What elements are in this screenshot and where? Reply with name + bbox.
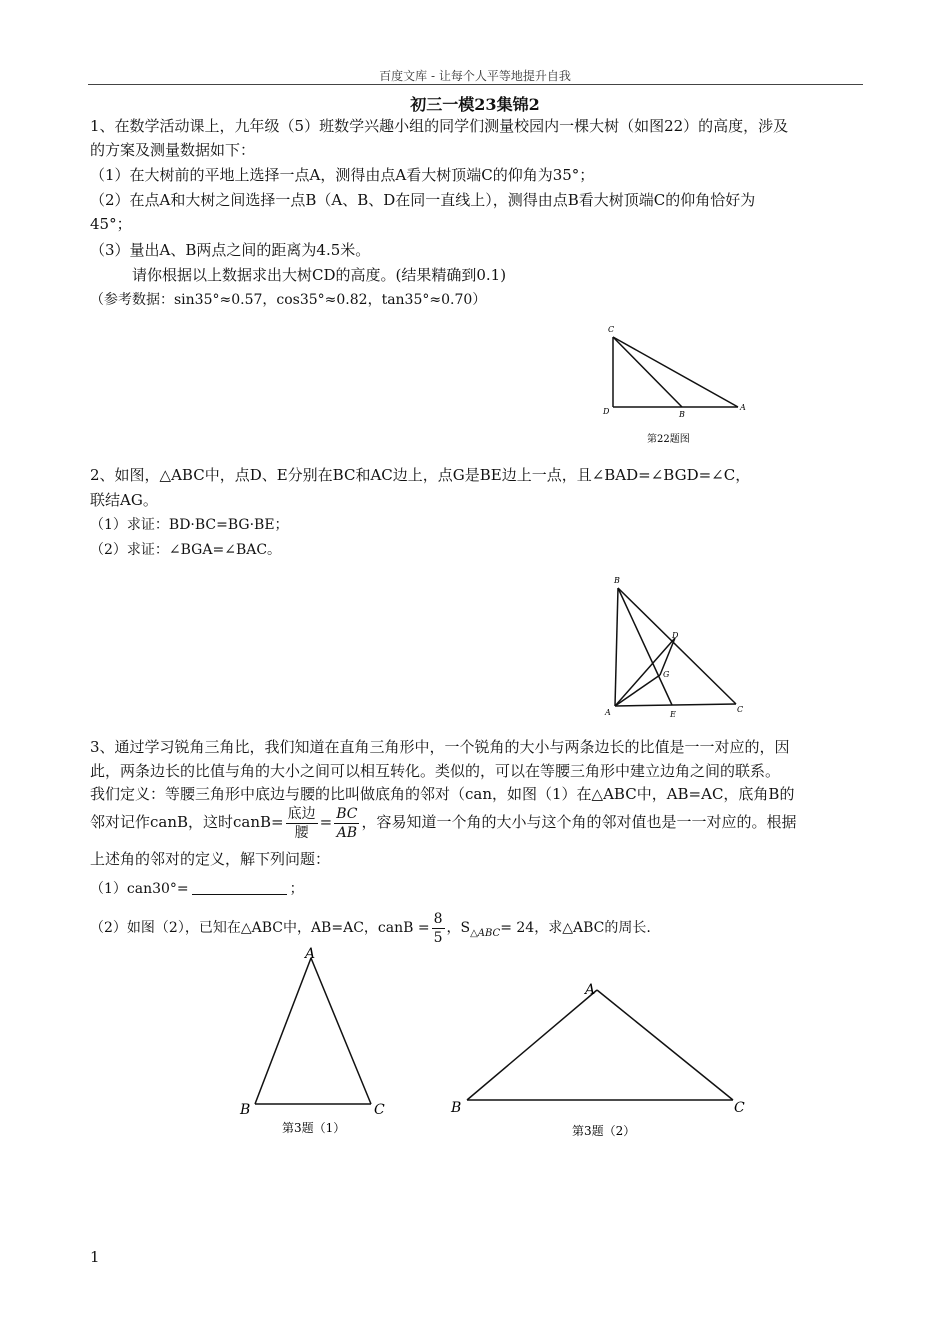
q1-reference: （参考数据：sin35°≈0.57，cos35°≈0.82，tan35°≈0.70） (90, 292, 487, 308)
q2-part1: （1）求证：BD·BC=BG·BE； (90, 517, 289, 533)
q3-part2-text: （2）如图（2），已知在△ABC中，AB=AC，canB = (90, 920, 430, 936)
fraction-bc-over-ab (334, 805, 359, 842)
label-c: C (608, 325, 615, 334)
label-a: A (305, 946, 316, 962)
side-bc (618, 588, 736, 704)
label-e: E (670, 710, 676, 719)
label-b: B (614, 576, 620, 585)
q3-line1: 3、通过学习锐角三角比，我们知道在直角三角形中，一个锐角的大小与两条边长的比值是一一对应的，因 (90, 738, 790, 756)
q3-line4-post: ，容易知道一个角的大小与这个角的邻对值也是一一对应的。根据 (361, 813, 797, 831)
fraction-denominator: 腰 (294, 824, 309, 841)
q1-line2: 的方案及测量数据如下： (90, 141, 256, 159)
q1-step3: （3）量出A、B两点之间的距离为4.5米。 (90, 241, 371, 259)
fraction-denominator: AB (336, 824, 358, 841)
fraction-numerator: 8 (433, 910, 443, 927)
fraction-base-over-leg (286, 805, 318, 842)
label-c: C (734, 1100, 745, 1116)
side-ab (255, 958, 311, 1104)
page-title: 初三一模23集锦2 (410, 95, 540, 114)
figure-22-caption: 第22题图 (647, 434, 690, 445)
header-rule (88, 84, 863, 85)
side-ba (615, 588, 618, 706)
fraction-numerator: 底边 (287, 805, 316, 822)
q3-line4 (90, 802, 865, 842)
q1-step1: （1）在大树前的平地上选择一点A，测得由点A看大树顶端C的仰角为35°； (90, 166, 595, 184)
q3-part2-area: ，S (446, 920, 471, 936)
side-ac (311, 958, 371, 1104)
figure-22 (595, 322, 755, 452)
q3-line3: 我们定义：等腰三角形中底边与腰的比叫做底角的邻对（can，如图（1）在△ABC中，AB=AC，底角B的 (90, 785, 795, 803)
label-b: B (679, 410, 685, 419)
area-subscript: △ABC (470, 927, 501, 939)
label-g: G (663, 670, 670, 679)
q1-ask: 请你根据以上数据求出大树CD的高度。(结果精确到0.1) (132, 266, 507, 284)
side-ac (597, 990, 733, 1100)
page-header: 百度文库 - 让每个人平等地提升自我 (379, 69, 571, 83)
q1-line1: 1、在数学活动课上，九年级（5）班数学兴趣小组的同学们测量校园内一棵大树（如图22）的高度，涉及 (90, 117, 789, 135)
figure-q3-1 (235, 940, 405, 1140)
page-number: 1 (90, 1248, 100, 1266)
q3-line4-pre: 邻对记作canB，这时canB= (90, 813, 284, 831)
figure-q3-1-caption: 第3题（1） (282, 1121, 346, 1135)
label-d: D (672, 631, 679, 640)
q3-part1 (90, 878, 865, 900)
fraction-numerator: BC (336, 805, 358, 822)
q2-line2: 联结AG。 (90, 491, 158, 509)
label-b: B (451, 1100, 462, 1116)
q3-line2: 此，两条边长的比值与角的大小之间可以相互转化。类似的，可以在等腰三角形中建立边角之间的联系。 (90, 762, 781, 780)
label-c: C (374, 1102, 385, 1118)
side-ab (467, 990, 597, 1100)
q3-line5: 上述角的邻对的定义，解下列问题： (90, 850, 331, 868)
label-a: A (585, 982, 596, 998)
fraction-8-over-5 (432, 910, 445, 947)
side-ac (615, 704, 736, 706)
label-c: C (737, 705, 744, 714)
q1-step2a: （2）在点A和大树之间选择一点B（A、B、D在同一直线上），测得由点B看大树顶端C的仰角恰好为 (90, 191, 756, 209)
fraction-denominator: 5 (433, 929, 443, 946)
figure-q2 (600, 572, 750, 722)
label-a: A (740, 403, 746, 412)
segment-be (618, 588, 672, 705)
q2-part2: （2）求证：∠BGA=∠BAC。 (90, 542, 282, 558)
q1-step2b: 45°； (90, 215, 132, 233)
figure-q3-2 (445, 975, 755, 1145)
label-d: D (603, 407, 610, 416)
answer-blank[interactable] (192, 880, 287, 895)
label-b: B (240, 1102, 251, 1118)
q3-part1-text: （1）can30°= (90, 881, 189, 897)
q3-part1-end: ； (289, 881, 304, 897)
label-a: A (605, 708, 611, 717)
line-ca (613, 337, 738, 407)
line-cb (613, 337, 682, 407)
q2-line1: 2、如图，△ABC中，点D、E分别在BC和AC边上，点G是BE边上一点，且∠BAD=∠BGD=∠C， (90, 466, 751, 484)
q3-part2 (90, 908, 865, 954)
figure-q3-2-caption: 第3题（2） (572, 1124, 636, 1138)
equals-sign: = (319, 813, 333, 831)
q3-part2-end: = 24，求△ABC的周长. (500, 920, 651, 936)
